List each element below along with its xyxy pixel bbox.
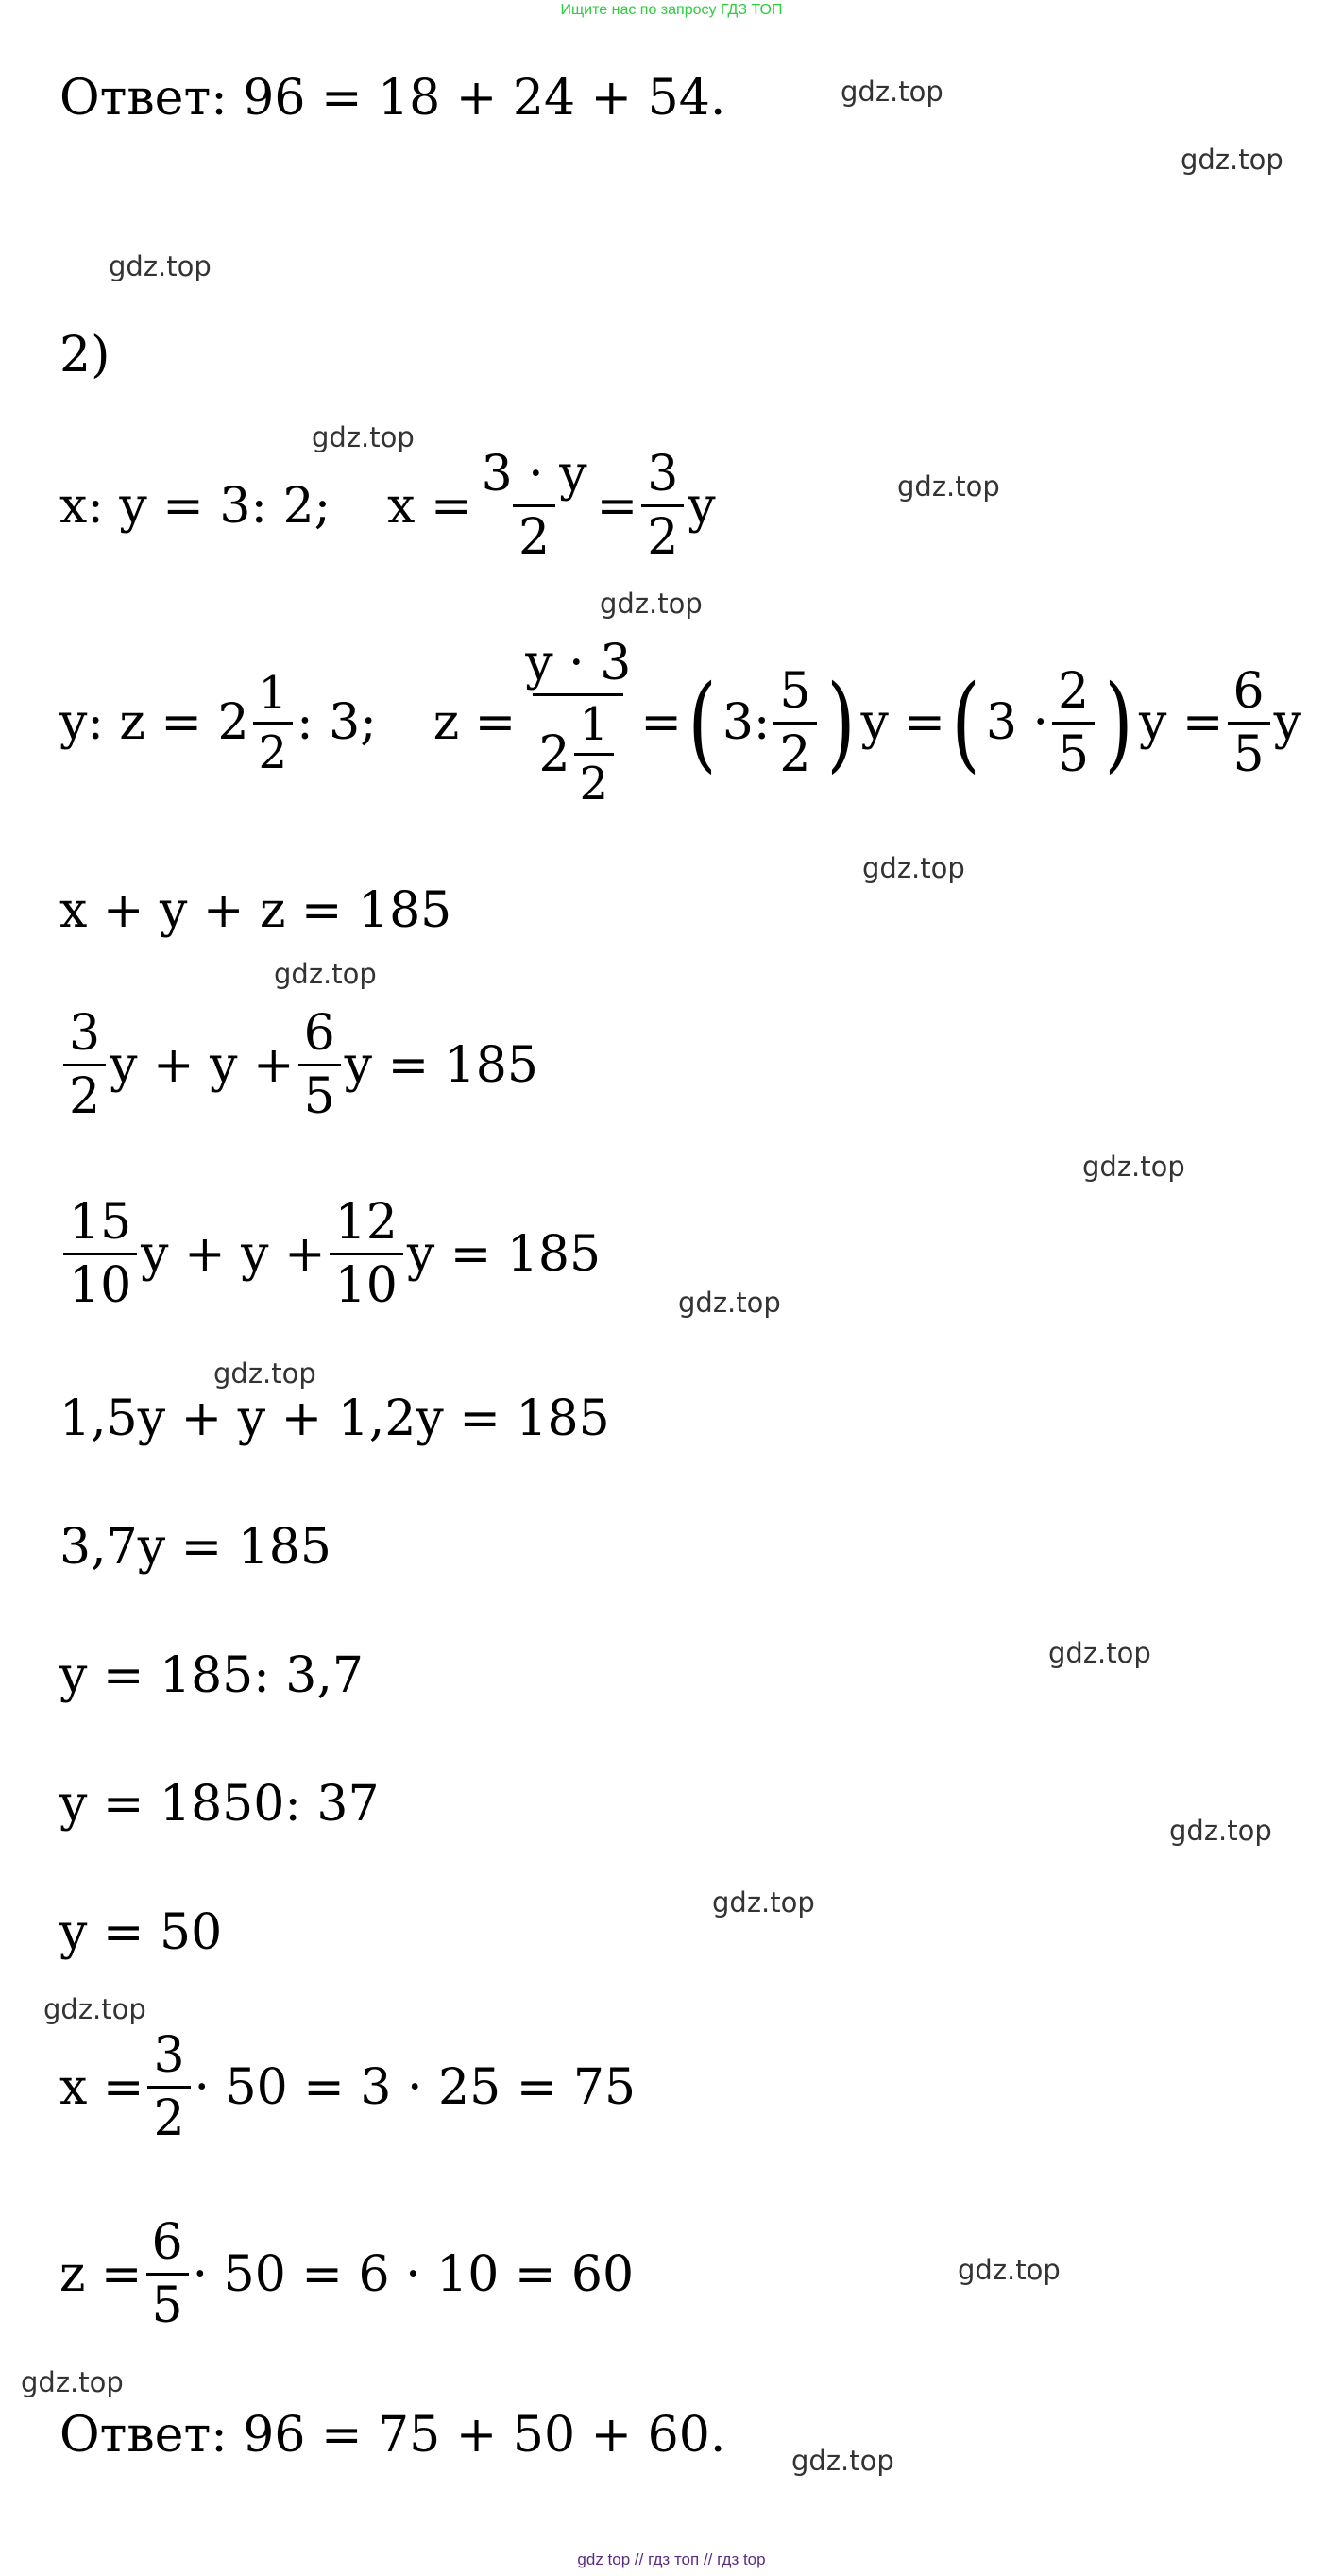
watermark: gdz.top bbox=[1169, 1815, 1272, 1847]
watermark: gdz.top bbox=[213, 1357, 316, 1390]
equation-combined: 3,7y = 185 bbox=[60, 1519, 332, 1576]
equation-z-result: z = $\frac{6}{5}$ · 50 = 6 · 10 = 60 bbox=[60, 2214, 635, 2334]
answer-line-1: Ответ: 96 = 18 + 24 + 54. bbox=[60, 70, 726, 127]
watermark: gdz.top bbox=[897, 470, 1000, 503]
watermark: gdz.top bbox=[600, 588, 703, 620]
watermark: gdz.top bbox=[712, 1886, 815, 1919]
watermark: gdz.top bbox=[678, 1287, 781, 1319]
watermark: gdz.top bbox=[841, 76, 944, 108]
watermark: gdz.top bbox=[109, 250, 212, 282]
watermark: gdz.top bbox=[791, 2445, 894, 2477]
sum-equation: x + y + z = 185 bbox=[60, 882, 452, 939]
watermark: gdz.top bbox=[1048, 1637, 1151, 1669]
part-number: 2) bbox=[60, 327, 110, 384]
top-banner: Ищите нас по запросу ГДЗ ТОП bbox=[560, 2, 783, 18]
equation-fractions: $\frac{3}{2}$ y + y + $\frac{6}{5}$ y = 185 bbox=[60, 1009, 538, 1121]
equation-y-result: y = 50 bbox=[60, 1904, 223, 1961]
footer-links[interactable]: gdz top // гдз топ // гдз top bbox=[577, 2550, 766, 2568]
watermark: gdz.top bbox=[21, 2366, 124, 2398]
watermark: gdz.top bbox=[1181, 144, 1284, 176]
equation-decimals: 1,5y + y + 1,2y = 185 bbox=[60, 1390, 610, 1447]
ratio-x-y: x: y = 3: 2; x = $\frac{3 \cdot y}{2}$ = $\frac{3}{2}$ y bbox=[60, 446, 716, 566]
answer-line-2: Ответ: 96 = 75 + 50 + 60. bbox=[60, 2407, 726, 2464]
equation-common-denominator: $\frac{15}{10}$ y + y + $\frac{12}{10}$ y = 185 bbox=[60, 1198, 601, 1310]
equation-divide-scaled: y = 1850: 37 bbox=[60, 1776, 380, 1833]
watermark: gdz.top bbox=[43, 1993, 146, 2025]
watermark: gdz.top bbox=[958, 2254, 1061, 2286]
watermark: gdz.top bbox=[862, 852, 965, 884]
watermark: gdz.top bbox=[1082, 1151, 1185, 1183]
equation-divide: y = 185: 3,7 bbox=[60, 1647, 365, 1704]
watermark: gdz.top bbox=[274, 958, 377, 990]
equation-x-result: x = $\frac{3}{2}$ · 50 = 3 · 25 = 75 bbox=[60, 2027, 637, 2147]
watermark: gdz.top bbox=[312, 421, 415, 453]
ratio-y-z: y: z = 2 $\frac{1}{2}$ : 3; z = y · 3 2 $\frac{1}{2}$ = ( 3: $\frac{5}{2}$ ) y = ( 3 · $\frac{2}{5}$ ) y = $\frac{6}{5}$ y bbox=[60, 635, 1301, 810]
